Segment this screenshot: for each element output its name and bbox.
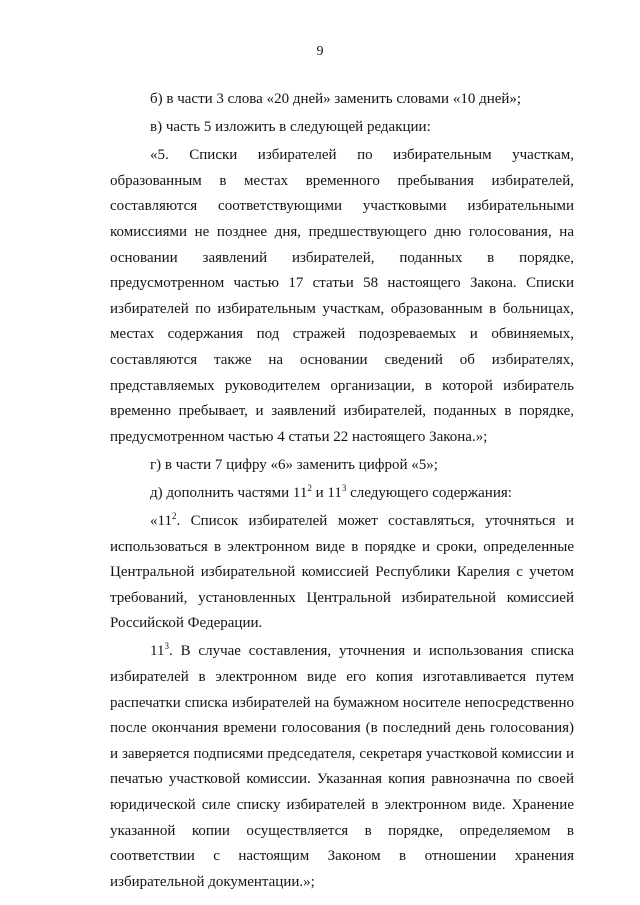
part-text: . В случае составления, уточнения и использования списка избирателей в электронном виде его копия изготавливается путем распечатки списка избирателей на бумажном носителе непосредственно после окончания времени голосования (в последний день голосования) и заверяется подписями председателя, секретаря участковой комиссии и печатью участковой комиссии. Указанная копия равнозначна по своей юридической силе списку избирателей в электронном виде. Хранение указанной копии осуществляется в порядке, определяемом в соответствии с настоящим Законом в отношении хранения избирательной документации.»;: [110, 643, 574, 890]
part-number: 11: [150, 643, 165, 660]
paragraph-part-5: «5. Списки избирателей по избирательным участкам, образованным в местах временного пребывания избирателей, составляются соответствующими участковыми избирательными комиссиями не позднее дня, предшествующего дню голосования, на основании заявлений избирателей, поданных в порядке, предусмотренном частью 17 статьи 58 настоящего Закона. Списки избирателей по избирательным участкам, образованным в больницах, местах содержания под стражей подозреваемых и обвиняемых, составляются также на основании сведений об избирателях, представляемых руководителем организации, в которой избиратель временно пребывает, и заявлений избирателей, поданных в порядке, предусмотренном частью 4 статьи 22 настоящего Закона.»;: [110, 147, 574, 445]
paragraph-d-start: д) дополнить частями 11: [150, 484, 308, 501]
paragraph-part-11-3: [110, 639, 574, 895]
paragraph-v: в) часть 5 изложить в следующей редакции:: [150, 119, 431, 136]
part-text: . Список избирателей может составляться, уточняться и использоваться в электронном виде в порядке и сроки, определенные Центральной избирательной комиссией Республики Карелия с учетом требований, установленных Центральной избирательной комиссией Российской Федерации.: [110, 513, 574, 632]
part-number: «11: [150, 513, 172, 529]
page-number: 9: [316, 44, 324, 59]
superscript: 2: [307, 482, 312, 493]
document-body: [110, 87, 574, 895]
paragraph-g: г) в части 7 цифру «6» заменить цифрой «5»;: [150, 456, 438, 473]
paragraph-d: [110, 481, 574, 507]
superscript: 2: [171, 511, 177, 521]
superscript: 3: [341, 482, 347, 493]
paragraph-d-end: следующего содержания:: [346, 484, 512, 501]
paragraph-d-middle: и 11: [311, 484, 342, 501]
paragraph-b: б) в части 3 слова «20 дней» заменить словами «10 дней»;: [150, 91, 522, 107]
paragraph-part-11-2: [110, 509, 574, 637]
superscript: 3: [164, 641, 169, 652]
